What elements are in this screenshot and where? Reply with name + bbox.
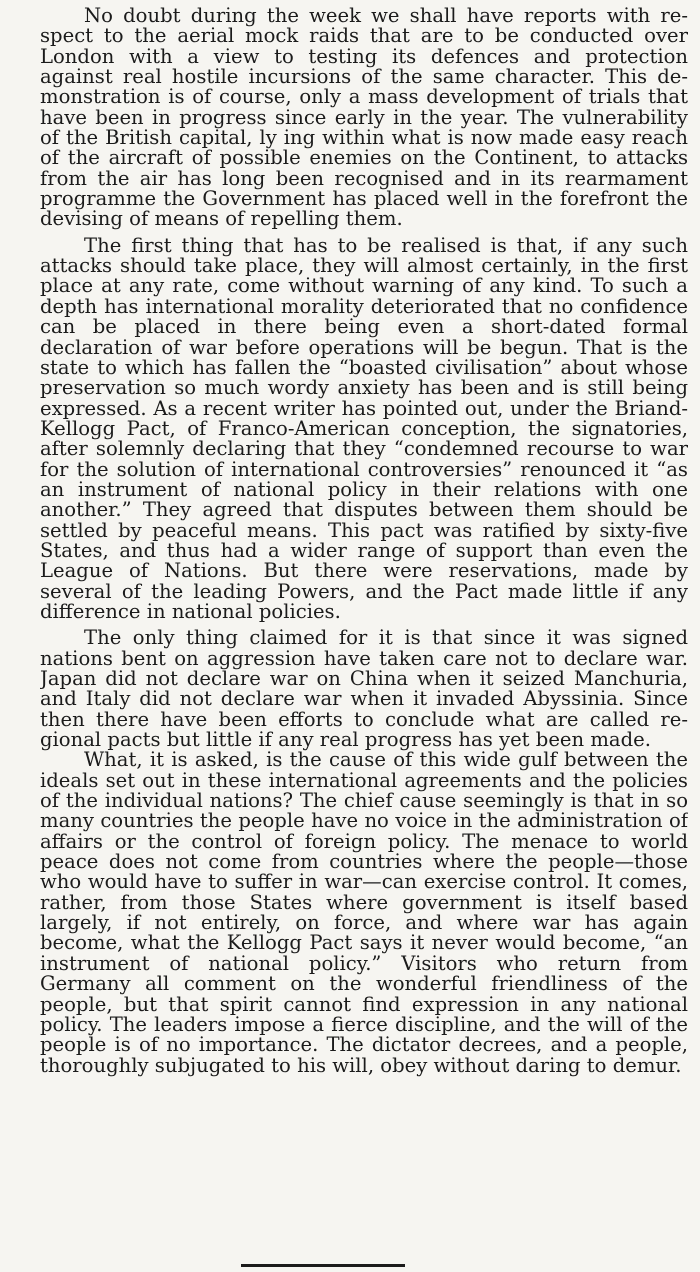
paragraph-1: No doubt during the week we shall have reports with respect to the aerial mock raids that are to be conducted over London with a view to testing its defences and protection against real hostile incursions of the same character. This demonstration is of course, only a mass development of trials that have been in progress since early in the year. The vulnerability of the British capital, ly ing within what is now made easy reach of the aircraft of possible enemies on the Continent, to attacks from the air has long been recognised and in its rearmament programme the Government has placed well in the forefront the devising of means of repelling them. xyxy=(40,6,688,231)
paragraph-3: The only thing claimed for it is that since it was signed nations bent on aggression have taken care not to declare war. Japan did not declare war on China when it seized Manchuria, and Italy did not declare war when it invaded Abyssinia. Since then there have been efforts to conclude what are called regional pacts but little if any real progress has yet been made. xyxy=(40,626,688,752)
paragraph-4: What, it is asked, is the cause of this wide gulf between the ideals set out in these international agreements and the policies of the individual nations? The chief cause seemingly is that in so many countries the people have no voice in the administration of affairs or the control of foreign policy. The menace to world peace does not come from countries where the people—those who would have to suffer in war—can exercise control. It comes, rather, from those States where government is itself based largely, if not entirely, on force, and where war has again become, what the Kellogg Pact says it never would become, “an instrument of national policy.” Visitors who return from Germany all comment on the wonderful friendliness of the people, but that spirit cannot find expression in any national policy. The leaders impose a fierce discipline, and the will of the people is of no importance. The dictator decrees, and a people, thoroughly subjugated to his will, obey without daring to demur. xyxy=(40,748,688,1077)
section-divider-rule xyxy=(241,1264,405,1267)
paragraph-2: The first thing that has to be realised is that, if any such attacks should take place, they will almost certainly, in the first place at any rate, come without warning of any kind. To such a depth has international morality deteriorated that no confidence can be placed in there being even a short-dated formal declaration of war before operations will be begun. That is the state to which has fallen the “boasted civilisation” about whose preservation so much wordy anxiety has been and is still being expressed. As a recent writer has pointed out, under the Briand-Kellogg Pact, of Franco-American conception, the signatories, after solemnly declaring that they “condemned recourse to war for the solution of international controversies” renounced it “as an instrument of national policy in their relations with one another.” They agreed that disputes between them should be settled by peaceful means. This pact was ratified by sixty-five States, and thus had a wider range of support than even the League of Nations. But there were reservations, made by several of the leading Powers, and the Pact made little if any difference in national policies. xyxy=(40,233,688,623)
article-column xyxy=(40,6,688,1236)
